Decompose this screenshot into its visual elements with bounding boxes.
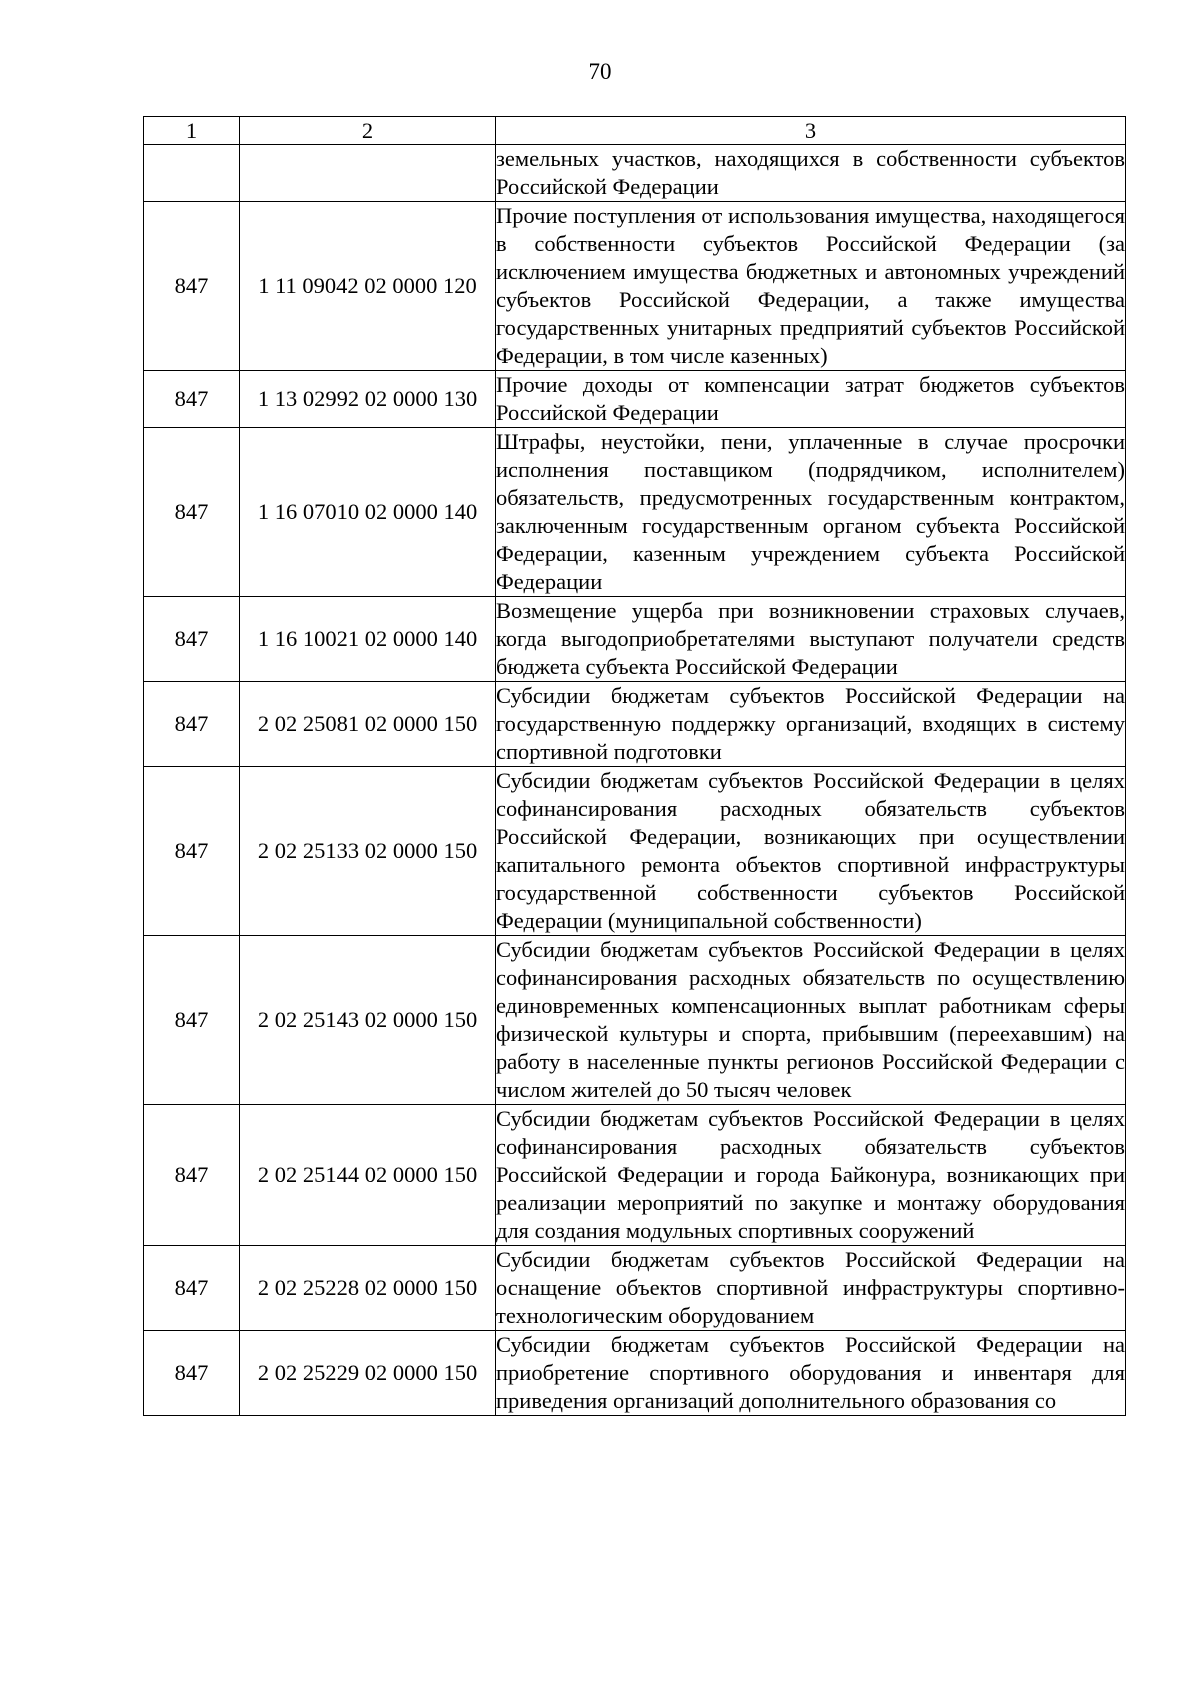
revenue-code-cell: 2 02 25229 02 0000 150 <box>240 1331 496 1416</box>
table-row <box>144 682 1126 767</box>
description-cell: Субсидии бюджетам субъектов Российской Федерации на приобретение спортивного оборудования и инвентаря для приведения организаций дополнительного образования со <box>496 1331 1126 1416</box>
admin-code-cell: 847 <box>144 936 240 1105</box>
description-cell: Субсидии бюджетам субъектов Российской Федерации в целях софинансирования расходных обязательств по осуществлению единовременных компенсационных выплат работникам сферы физической культуры и спорта, прибывшим (переехавшим) на работу в населенные пункты регионов Российской Федерации с числом жителей до 50 тысяч человек <box>496 936 1126 1105</box>
description-cell: Возмещение ущерба при возникновении страховых случаев, когда выгодоприобретателями выступают получатели средств бюджета субъекта Российской Федерации <box>496 597 1126 682</box>
table-row <box>144 371 1126 428</box>
revenue-code-cell: 1 16 10021 02 0000 140 <box>240 597 496 682</box>
table-row <box>144 1246 1126 1331</box>
admin-code-cell: 847 <box>144 1246 240 1331</box>
table-row <box>144 767 1126 936</box>
table-row <box>144 597 1126 682</box>
description-cell: Прочие поступления от использования имущества, находящегося в собственности субъектов Российской Федерации (за исключением имущества бюджетных и автономных учреждений субъектов Российской Федерации, а также имущества государственных унитарных предприятий субъектов Российской Федерации, в том числе казенных) <box>496 202 1126 371</box>
table-row <box>144 1331 1126 1416</box>
header-col-3: 3 <box>496 117 1126 145</box>
revenue-code-cell <box>240 145 496 202</box>
admin-code-cell: 847 <box>144 597 240 682</box>
admin-code-cell: 847 <box>144 1331 240 1416</box>
admin-code-cell: 847 <box>144 767 240 936</box>
description-cell: Прочие доходы от компенсации затрат бюджетов субъектов Российской Федерации <box>496 371 1126 428</box>
revenue-code-cell: 2 02 25081 02 0000 150 <box>240 682 496 767</box>
table-row <box>144 428 1126 597</box>
description-cell: Субсидии бюджетам субъектов Российской Федерации на оснащение объектов спортивной инфраструктуры спортивно-технологическим оборудованием <box>496 1246 1126 1331</box>
admin-code-cell: 847 <box>144 1105 240 1246</box>
table-row <box>144 145 1126 202</box>
revenue-code-cell: 1 13 02992 02 0000 130 <box>240 371 496 428</box>
description-cell: Штрафы, неустойки, пени, уплаченные в случае просрочки исполнения поставщиком (подрядчиком, исполнителем) обязательств, предусмотренных государственным контрактом, заключенным государственным органом субъекта Российской Федерации, казенным учреждением субъекта Российской Федерации <box>496 428 1126 597</box>
admin-code-cell <box>144 145 240 202</box>
revenue-code-cell: 2 02 25228 02 0000 150 <box>240 1246 496 1331</box>
budget-codes-table <box>143 116 1126 1416</box>
description-cell: земельных участков, находящихся в собственности субъектов Российской Федерации <box>496 145 1126 202</box>
table-row <box>144 202 1126 371</box>
table-row <box>144 936 1126 1105</box>
table-header-row <box>144 117 1126 145</box>
description-cell: Субсидии бюджетам субъектов Российской Федерации на государственную поддержку организаций, входящих в систему спортивной подготовки <box>496 682 1126 767</box>
page-number: 70 <box>588 59 612 84</box>
revenue-code-cell: 2 02 25144 02 0000 150 <box>240 1105 496 1246</box>
admin-code-cell: 847 <box>144 682 240 767</box>
admin-code-cell: 847 <box>144 371 240 428</box>
header-col-1: 1 <box>144 117 240 145</box>
revenue-code-cell: 1 16 07010 02 0000 140 <box>240 428 496 597</box>
description-cell: Субсидии бюджетам субъектов Российской Федерации в целях софинансирования расходных обязательств субъектов Российской Федерации и города Байконура, возникающих при реализации мероприятий по закупке и монтажу оборудования для создания модульных спортивных сооружений <box>496 1105 1126 1246</box>
description-cell: Субсидии бюджетам субъектов Российской Федерации в целях софинансирования расходных обязательств субъектов Российской Федерации, возникающих при осуществлении капитального ремонта объектов спортивной инфраструктуры государственной собственности субъектов Российской Федерации (муниципальной собственности) <box>496 767 1126 936</box>
header-col-2: 2 <box>240 117 496 145</box>
admin-code-cell: 847 <box>144 202 240 371</box>
revenue-code-cell: 2 02 25143 02 0000 150 <box>240 936 496 1105</box>
revenue-code-cell: 1 11 09042 02 0000 120 <box>240 202 496 371</box>
admin-code-cell: 847 <box>144 428 240 597</box>
table-row <box>144 1105 1126 1246</box>
revenue-code-cell: 2 02 25133 02 0000 150 <box>240 767 496 936</box>
